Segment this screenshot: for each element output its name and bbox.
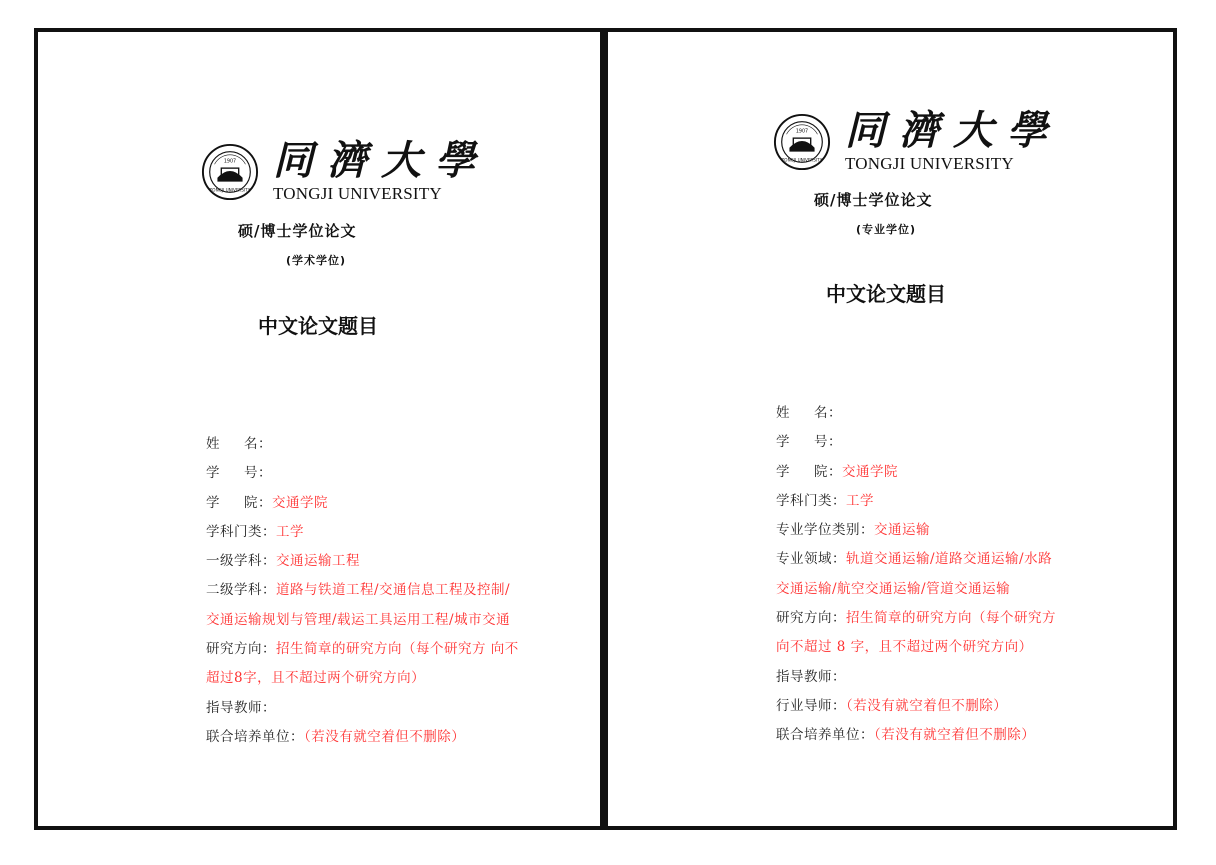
degree-title: 硕/博士学位论文 [238, 222, 357, 240]
industry-advisor-label: 行业导师： [776, 697, 846, 714]
prof-field-value-2: 交通运输/航空交通运输/管道交通运输 [776, 580, 1011, 597]
document-frame [34, 28, 1177, 830]
school-row [206, 489, 519, 518]
student-id-row [206, 459, 519, 488]
joint-label: 联合培养单位： [776, 727, 874, 744]
direction-value-1: 招生简章的研究方向（每个研究方 向不 [276, 641, 519, 658]
svg-text:TONGJI UNIVERSITY: TONGJI UNIVERSITY [781, 157, 823, 163]
prof-field-value-1: 轨道交通运输/道路交通运输/水路 [846, 551, 1053, 568]
discipline-label: 学科门类： [776, 492, 846, 509]
university-logo [773, 107, 1061, 174]
school-label: 学 院： [206, 494, 272, 511]
first-level-row [206, 547, 519, 576]
cover-fields [776, 399, 1056, 751]
name-row [776, 399, 1056, 428]
discipline-value: 工学 [846, 492, 874, 509]
industry-advisor-value: （若没有就空着但不删除） [846, 697, 1008, 714]
name-row [206, 430, 519, 459]
prof-field-row-cont [776, 575, 1056, 604]
svg-text:1907: 1907 [223, 159, 237, 165]
svg-text:1907: 1907 [795, 129, 809, 135]
direction-value-2: 超过8字，且不超过两个研究方向） [206, 670, 426, 687]
first-level-label: 一级学科： [206, 553, 276, 570]
discipline-row [776, 487, 1056, 516]
second-level-value-1: 道路与铁道工程/交通信息工程及控制/ [276, 582, 511, 599]
direction-label: 研究方向： [776, 610, 846, 627]
prof-field-row [776, 545, 1056, 574]
joint-value: （若没有就空着但不删除） [874, 727, 1036, 744]
thesis-title: 中文论文题目 [826, 282, 946, 306]
joint-row [206, 723, 519, 752]
university-logo [201, 137, 489, 204]
industry-advisor-row [776, 692, 1056, 721]
discipline-value: 工学 [276, 523, 304, 540]
direction-row-cont [776, 633, 1056, 662]
prof-category-label: 专业学位类别： [776, 522, 874, 539]
direction-value-2: 向不超过 8 字，且不超过两个研究方向） [776, 639, 1033, 656]
discipline-row [206, 518, 519, 547]
professional-degree-cover-page [608, 32, 1173, 826]
degree-title: 硕/博士学位论文 [814, 191, 933, 209]
school-label: 学 院： [776, 463, 842, 480]
advisor-label: 指导教师： [776, 668, 846, 685]
second-level-row-cont [206, 606, 519, 635]
direction-value-1: 招生简章的研究方向（每个研究方 [846, 610, 1056, 627]
school-row [776, 458, 1056, 487]
degree-type: (专业学位) [856, 223, 917, 236]
student-id-row [776, 428, 1056, 457]
thesis-title: 中文论文题目 [258, 314, 378, 338]
academic-degree-cover-page [38, 32, 600, 826]
student-id-label: 学 号： [206, 465, 272, 482]
school-value: 交通学院 [841, 463, 898, 480]
prof-category-row [776, 516, 1056, 545]
joint-value: （若没有就空着但不删除） [304, 728, 466, 745]
university-seal-icon [201, 143, 259, 201]
prof-field-label: 专业领域： [776, 551, 846, 568]
first-level-value: 交通运输工程 [276, 553, 360, 570]
cover-fields [206, 430, 519, 752]
university-seal-icon [773, 113, 831, 171]
university-name-en: TONGJI UNIVERSITY [273, 184, 442, 203]
joint-row [776, 721, 1056, 750]
school-value: 交通学院 [271, 494, 328, 511]
university-name-cn: 同濟大學 [845, 107, 1061, 154]
direction-row [206, 635, 519, 664]
direction-row [776, 604, 1056, 633]
second-level-value-2: 交通运输规划与管理/载运工具运用工程/城市交通 [206, 611, 511, 628]
second-level-row [206, 576, 519, 605]
second-level-label: 二级学科： [206, 582, 276, 599]
joint-label: 联合培养单位： [206, 728, 304, 745]
prof-category-value: 交通运输 [874, 522, 930, 539]
direction-label: 研究方向： [206, 641, 276, 658]
university-name-cn: 同濟大學 [273, 137, 489, 184]
discipline-label: 学科门类： [206, 523, 276, 540]
name-label: 姓 名： [776, 405, 842, 421]
direction-row-cont [206, 664, 519, 693]
degree-type: (学术学位) [286, 254, 347, 267]
name-label: 姓 名： [206, 436, 272, 452]
university-name-en: TONGJI UNIVERSITY [845, 154, 1014, 173]
advisor-row [206, 694, 519, 723]
svg-text:TONGJI UNIVERSITY: TONGJI UNIVERSITY [209, 187, 251, 193]
advisor-label: 指导教师： [206, 699, 276, 716]
advisor-row [776, 663, 1056, 692]
student-id-label: 学 号： [776, 434, 842, 451]
